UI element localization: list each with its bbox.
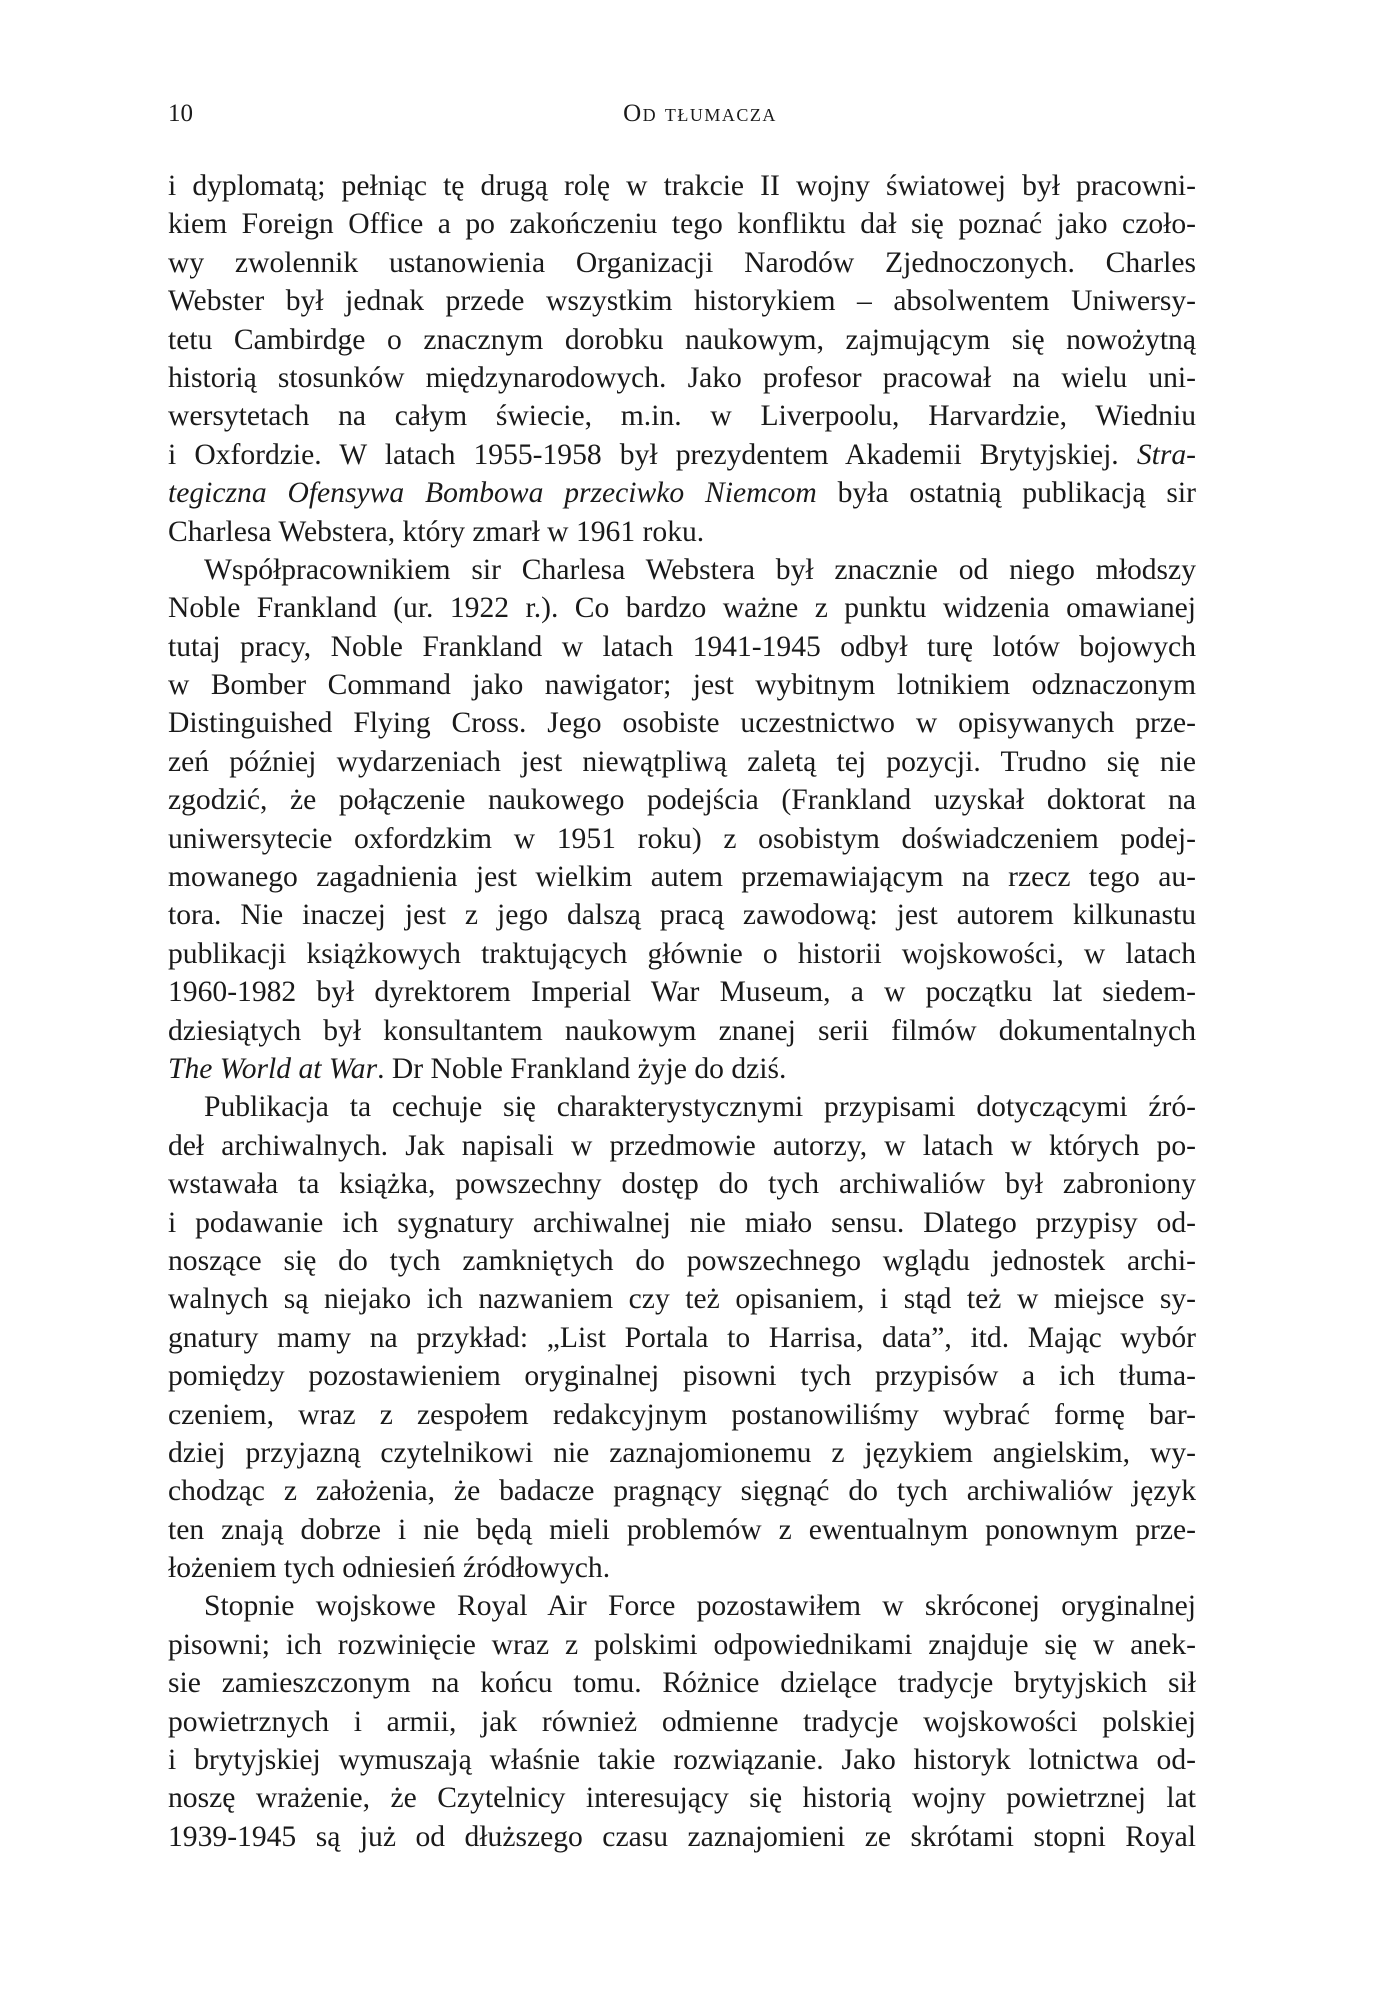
text-line: tegiczna Ofensywa Bombowa przeciwko Niemcom była ostatnią publikacją sir	[168, 477, 1196, 510]
text-line: zeń później wydarzeniach jest niewątpliwą zaletą tej pozycji. Trudno się nie	[168, 745, 1196, 778]
text-line: deł archiwalnych. Jak napisali w przedmowie autorzy, w latach w których po-	[168, 1129, 1196, 1162]
text-line: The World at War. Dr Noble Frankland żyje do dziś.	[168, 1052, 787, 1085]
text-line: 1960-1982 był dyrektorem Imperial War Museum, a w początku lat siedem-	[168, 976, 1196, 1009]
text-line: pomiędzy pozostawieniem oryginalnej pisowni tych przypisów a ich tłuma-	[168, 1360, 1196, 1393]
text-line: noszące się do tych zamkniętych do powszechnego wglądu jednostek archi-	[168, 1244, 1196, 1277]
text-line: gnatury mamy na przykład: „List Portala to Harrisa, data”, itd. Mając wybór	[168, 1321, 1196, 1354]
text-line: chodząc z założenia, że badacze pragnący sięgnąć do tych archiwaliów język	[168, 1475, 1196, 1508]
text-line: historią stosunków międzynarodowych. Jako profesor pracował na wielu uni-	[168, 361, 1196, 394]
text-line: kiem Foreign Office a po zakończeniu tego konfliktu dał się poznać jako czoło-	[168, 208, 1196, 241]
text-line: Stopnie wojskowe Royal Air Force pozostawiłem w skróconej oryginalnej	[204, 1590, 1196, 1623]
text-line: noszę wrażenie, że Czytelnicy interesujący się historią wojny powietrznej lat	[168, 1782, 1196, 1815]
text-line: wy zwolennik ustanowienia Organizacji Narodów Zjednoczonych. Charles	[168, 246, 1196, 279]
text-line: publikacji książkowych traktujących głównie o historii wojskowości, w latach	[168, 937, 1196, 970]
text-line: i podawanie ich sygnatury archiwalnej nie miało sensu. Dlatego przypisy od-	[168, 1206, 1196, 1239]
text-line: Webster był jednak przede wszystkim historykiem – absolwentem Uniwersy-	[168, 285, 1196, 318]
text-line: walnych są niejako ich nazwaniem czy też opisaniem, i stąd też w miejsce sy-	[168, 1283, 1196, 1316]
text-line: tetu Cambirdge o znacznym dorobku naukowym, zajmującym się nowożytną	[168, 323, 1196, 356]
running-title: Od tłumacza	[623, 100, 777, 127]
text-line: mowanego zagadnienia jest wielkim autem przemawiającym na rzecz tego au-	[168, 861, 1196, 894]
text-line: w Bomber Command jako nawigator; jest wybitnym lotnikiem odznaczonym	[168, 669, 1196, 702]
body-text	[168, 167, 1196, 1856]
page-number: 10	[168, 100, 193, 127]
text-line: ten znają dobrze i nie będą mieli problemów z ewentualnym ponownym prze-	[168, 1513, 1196, 1546]
text-line: Noble Frankland (ur. 1922 r.). Co bardzo ważne z punktu widzenia omawianej	[168, 592, 1196, 625]
text-line: Charlesa Webstera, który zmarł w 1961 roku.	[168, 515, 705, 548]
paragraph	[168, 1088, 1196, 1587]
text-line: Publikacja ta cechuje się charakterystycznymi przypisami dotyczącymi źró-	[204, 1091, 1196, 1124]
text-line: tora. Nie inaczej jest z jego dalszą pracą zawodową: jest autorem kilkunastu	[168, 899, 1196, 932]
text-line: powietrznych i armii, jak również odmienne tradycje wojskowości polskiej	[168, 1705, 1196, 1738]
text-line: tutaj pracy, Noble Frankland w latach 1941-1945 odbył turę lotów bojowych	[168, 630, 1196, 663]
text-line: i Oxfordzie. W latach 1955-1958 był prezydentem Akademii Brytyjskiej. Stra-	[168, 438, 1196, 471]
text-line: czeniem, wraz z zespołem redakcyjnym postanowiliśmy wybrać formę bar-	[168, 1398, 1196, 1431]
text-line: Distinguished Flying Cross. Jego osobiste uczestnictwo w opisywanych prze-	[168, 707, 1196, 740]
paragraph	[168, 551, 1196, 1088]
text-line: i brytyjskiej wymuszają właśnie takie rozwiązanie. Jako historyk lotnictwa od-	[168, 1744, 1196, 1777]
running-head	[168, 100, 1232, 140]
text-line: Współpracownikiem sir Charlesa Webstera był znacznie od niego młodszy	[204, 553, 1196, 586]
text-line: wersytetach na całym świecie, m.in. w Liverpoolu, Harvardzie, Wiedniu	[168, 400, 1196, 433]
text-line: pisowni; ich rozwinięcie wraz z polskimi odpowiednikami znajduje się w anek-	[168, 1628, 1196, 1661]
paragraph	[168, 167, 1196, 551]
text-line: i dyplomatą; pełniąc tę drugą rolę w trakcie II wojny światowej był pracowni-	[168, 170, 1196, 202]
text-line: dziej przyjazną czytelnikowi nie zaznajomionemu z językiem angielskim, wy-	[168, 1436, 1196, 1469]
text-line: wstawała ta książka, powszechny dostęp do tych archiwaliów był zabroniony	[168, 1168, 1196, 1201]
paragraph	[168, 1587, 1196, 1856]
text-line: łożeniem tych odniesień źródłowych.	[168, 1552, 611, 1585]
text-line: 1939-1945 są już od dłuższego czasu zaznajomieni ze skrótami stopni Royal	[168, 1820, 1196, 1853]
text-line: dziesiątych był konsultantem naukowym znanej serii filmów dokumentalnych	[168, 1014, 1196, 1047]
text-line: sie zamieszczonym na końcu tomu. Różnice dzielące tradycje brytyjskich sił	[168, 1667, 1196, 1700]
text-line: uniwersytecie oxfordzkim w 1951 roku) z osobistym doświadczeniem podej-	[168, 822, 1196, 855]
text-line: zgodzić, że połączenie naukowego podejścia (Frankland uzyskał doktorat na	[168, 784, 1196, 817]
